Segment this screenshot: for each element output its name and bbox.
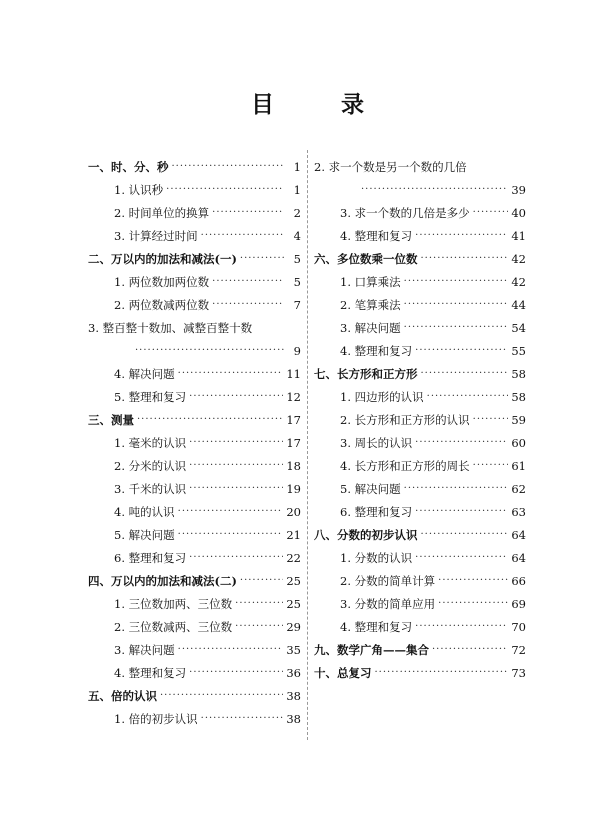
toc-entry-label: 1. 四边形的认识 — [340, 389, 424, 404]
toc-page-number: 69 — [511, 596, 526, 611]
toc-entry-label: 九、数学广角——集合 — [314, 642, 429, 657]
toc-entry-label: 3. 周长的认识 — [340, 435, 413, 450]
toc-page-number: 63 — [511, 504, 526, 519]
toc-chapter-entry — [88, 247, 301, 270]
toc-entry-label: 4. 长方形和正方形的周长 — [340, 458, 470, 473]
toc-section-entry — [314, 408, 526, 431]
toc-entry-label: 八、分数的初步认识 — [314, 527, 418, 542]
toc-page-number: 39 — [511, 182, 526, 197]
toc-leader-dots — [415, 345, 508, 356]
toc-section-entry — [314, 477, 526, 500]
toc-section-entry — [314, 454, 526, 477]
toc-page-number: 66 — [511, 573, 526, 588]
toc-page-number: 54 — [511, 320, 526, 335]
toc-entry-label: 6. 整理和复习 — [114, 550, 187, 565]
toc-chapter-entry — [314, 247, 526, 270]
toc-entry-label: 3. 解决问题 — [340, 320, 401, 335]
toc-section-entry — [88, 316, 301, 339]
toc-page-number: 25 — [286, 573, 301, 588]
toc-entry-label: 2. 三位数减两、三位数 — [114, 619, 233, 634]
toc-page-number: 1 — [293, 159, 301, 174]
toc-entry-label: 1. 毫米的认识 — [114, 435, 187, 450]
toc-entry-label: 4. 整理和复习 — [340, 619, 413, 634]
toc-page-number: 11 — [286, 366, 301, 381]
toc-section-entry — [88, 224, 301, 247]
toc-entry-label: 5. 解决问题 — [114, 527, 175, 542]
toc-entry-label: 1. 倍的初步认识 — [114, 711, 198, 726]
toc-page-number: 4 — [293, 228, 301, 243]
toc-entry-label: 4. 整理和复习 — [340, 343, 413, 358]
toc-entry-label: 3. 解决问题 — [114, 642, 175, 657]
toc-entry-label: 6. 整理和复习 — [340, 504, 413, 519]
toc-entry-label: 2. 两位数减两位数 — [114, 297, 210, 312]
toc-section-entry — [88, 500, 301, 523]
toc-page-number: 17 — [286, 435, 301, 450]
toc-entry-label: 2. 时间单位的换算 — [114, 205, 210, 220]
toc-page-number: 5 — [293, 274, 301, 289]
toc-leader-dots — [404, 483, 509, 494]
toc-section-entry — [88, 431, 301, 454]
toc-leader-dots — [160, 690, 283, 701]
column-divider — [307, 150, 308, 740]
toc-page-number: 9 — [293, 343, 301, 358]
toc-section-entry — [88, 385, 301, 408]
toc-page-number: 42 — [511, 274, 526, 289]
toc-chapter-entry — [314, 523, 526, 546]
toc-right-column — [314, 155, 526, 684]
toc-entry-label: 3. 求一个数的几倍是多少 — [340, 205, 470, 220]
toc-page-number: 25 — [286, 596, 301, 611]
toc-leader-dots — [201, 230, 284, 241]
toc-leader-dots — [178, 644, 284, 655]
toc-page-number: 72 — [511, 642, 526, 657]
toc-leader-dots — [473, 414, 509, 425]
toc-section-entry — [314, 569, 526, 592]
toc-leader-dots — [473, 460, 509, 471]
toc-entry-label: 三、测量 — [88, 412, 134, 427]
toc-section-entry — [314, 178, 526, 201]
toc-page-number: 64 — [511, 550, 526, 565]
toc-chapter-entry — [88, 684, 301, 707]
toc-entry-label: 2. 长方形和正方形的认识 — [340, 412, 470, 427]
toc-section-entry — [314, 546, 526, 569]
toc-page-number: 18 — [286, 458, 301, 473]
toc-entry-label: 1. 口算乘法 — [340, 274, 401, 289]
toc-entry-label: 1. 分数的认识 — [340, 550, 413, 565]
toc-entry-label: 2. 分米的认识 — [114, 458, 187, 473]
toc-section-entry — [88, 339, 301, 362]
toc-leader-dots — [201, 713, 284, 724]
toc-leader-dots — [240, 575, 283, 586]
toc-entry-label: 4. 整理和复习 — [340, 228, 413, 243]
toc-section-entry — [314, 293, 526, 316]
toc-section-entry — [314, 500, 526, 523]
toc-leader-dots — [189, 667, 283, 678]
toc-page-number: 41 — [511, 228, 526, 243]
toc-entry-label: 五、倍的认识 — [88, 688, 157, 703]
toc-chapter-entry — [88, 569, 301, 592]
toc-section-entry — [88, 523, 301, 546]
toc-section-entry — [314, 155, 526, 178]
toc-section-entry — [314, 592, 526, 615]
toc-section-entry — [88, 201, 301, 224]
toc-section-entry — [314, 316, 526, 339]
toc-entry-label: 3. 分数的简单应用 — [340, 596, 436, 611]
toc-leader-dots — [212, 276, 284, 287]
toc-page-number: 7 — [293, 297, 301, 312]
toc-section-entry — [314, 615, 526, 638]
toc-leader-dots — [438, 575, 508, 586]
toc-entry-label: 3. 整百整十数加、减整百整十数 — [88, 320, 253, 335]
toc-entry-label: 4. 整理和复习 — [114, 665, 187, 680]
toc-section-entry — [314, 385, 526, 408]
toc-page-number: 38 — [286, 688, 301, 703]
toc-section-entry — [314, 270, 526, 293]
toc-page-number: 40 — [511, 205, 526, 220]
toc-entry-label: 十、总复习 — [314, 665, 372, 680]
toc-page-number: 60 — [511, 435, 526, 450]
toc-leader-dots — [189, 437, 283, 448]
toc-entry-label: 3. 计算经过时间 — [114, 228, 198, 243]
toc-section-entry — [88, 592, 301, 615]
toc-page-number: 58 — [511, 389, 526, 404]
toc-chapter-entry — [88, 155, 301, 178]
toc-entry-label: 1. 三位数加两、三位数 — [114, 596, 233, 611]
toc-page-number: 36 — [286, 665, 301, 680]
page-title: 目 录 — [251, 91, 386, 118]
toc-entry-label: 2. 求一个数是另一个数的几倍 — [314, 159, 467, 174]
toc-entry-label: 4. 解决问题 — [114, 366, 175, 381]
toc-entry-label: 2. 分数的简单计算 — [340, 573, 436, 588]
toc-left-column — [88, 155, 301, 730]
toc-chapter-entry — [88, 408, 301, 431]
toc-leader-dots — [178, 368, 284, 379]
toc-entry-label: 5. 解决问题 — [340, 481, 401, 496]
toc-leader-dots — [212, 207, 284, 218]
toc-leader-dots — [240, 253, 284, 264]
toc-leader-dots — [178, 529, 284, 540]
toc-leader-dots — [432, 644, 508, 655]
toc-section-entry — [88, 546, 301, 569]
toc-section-entry — [88, 362, 301, 385]
toc-entry-label: 2. 笔算乘法 — [340, 297, 401, 312]
toc-leader-dots — [404, 276, 509, 287]
toc-leader-dots — [189, 552, 283, 563]
toc-leader-dots — [421, 253, 509, 264]
toc-section-entry — [88, 638, 301, 661]
toc-page-number: 62 — [511, 481, 526, 496]
toc-section-entry — [88, 615, 301, 638]
toc-leader-dots — [137, 414, 283, 425]
toc-entry-label: 3. 千米的认识 — [114, 481, 187, 496]
toc-page-number: 42 — [511, 251, 526, 266]
toc-entry-label: 5. 整理和复习 — [114, 389, 187, 404]
toc-page-number: 64 — [511, 527, 526, 542]
toc-leader-dots — [421, 529, 509, 540]
toc-leader-dots — [375, 667, 509, 678]
toc-leader-dots — [473, 207, 509, 218]
toc-page-number: 19 — [286, 481, 301, 496]
toc-leader-dots — [189, 391, 283, 402]
toc-leader-dots — [415, 437, 508, 448]
toc-leader-dots — [166, 184, 284, 195]
toc-page-number: 70 — [511, 619, 526, 634]
toc-section-entry — [88, 477, 301, 500]
toc-chapter-entry — [314, 661, 526, 684]
toc-leader-dots — [235, 598, 283, 609]
toc-leader-dots — [189, 460, 283, 471]
toc-section-entry — [88, 178, 301, 201]
toc-page-number: 55 — [511, 343, 526, 358]
toc-entry-label: 一、时、分、秒 — [88, 159, 169, 174]
toc-page-number: 44 — [511, 297, 526, 312]
toc-leader-dots — [415, 230, 508, 241]
toc-leader-dots — [135, 345, 284, 356]
toc-entry-label: 4. 吨的认识 — [114, 504, 175, 519]
toc-page-number: 17 — [286, 412, 301, 427]
toc-section-entry — [314, 431, 526, 454]
toc-page-number: 59 — [511, 412, 526, 427]
toc-leader-dots — [421, 368, 509, 379]
toc-entry-label: 六、多位数乘一位数 — [314, 251, 418, 266]
toc-leader-dots — [404, 322, 509, 333]
toc-page-number: 29 — [286, 619, 301, 634]
toc-leader-dots — [178, 506, 284, 517]
toc-page-number: 61 — [511, 458, 526, 473]
toc-page-number: 58 — [511, 366, 526, 381]
toc-entry-label: 七、长方形和正方形 — [314, 366, 418, 381]
toc-section-entry — [314, 224, 526, 247]
toc-section-entry — [88, 661, 301, 684]
toc-entry-label: 1. 认识秒 — [114, 182, 164, 197]
toc-leader-dots — [172, 161, 285, 172]
toc-entry-label: 四、万以内的加法和减法(二) — [88, 573, 237, 588]
toc-section-entry — [314, 201, 526, 224]
toc-section-entry — [88, 293, 301, 316]
toc-chapter-entry — [314, 362, 526, 385]
toc-page-number: 22 — [286, 550, 301, 565]
toc-entry-label: 1. 两位数加两位数 — [114, 274, 210, 289]
toc-leader-dots — [189, 483, 283, 494]
toc-page-number: 5 — [293, 251, 301, 266]
toc-leader-dots — [361, 184, 508, 195]
toc-section-entry — [88, 454, 301, 477]
toc-page-number: 73 — [511, 665, 526, 680]
toc-page-number: 1 — [293, 182, 301, 197]
toc-leader-dots — [438, 598, 508, 609]
toc-leader-dots — [404, 299, 509, 310]
toc-leader-dots — [415, 506, 508, 517]
toc-leader-dots — [235, 621, 283, 632]
toc-page-number: 2 — [293, 205, 301, 220]
toc-leader-dots — [415, 552, 508, 563]
toc-page-number: 12 — [286, 389, 301, 404]
toc-chapter-entry — [314, 638, 526, 661]
toc-section-entry — [88, 707, 301, 730]
toc-leader-dots — [212, 299, 284, 310]
toc-section-entry — [314, 339, 526, 362]
toc-leader-dots — [415, 621, 508, 632]
toc-page-number: 21 — [286, 527, 301, 542]
toc-page-number: 20 — [286, 504, 301, 519]
toc-page-number: 38 — [286, 711, 301, 726]
toc-page-number: 35 — [286, 642, 301, 657]
toc-section-entry — [88, 270, 301, 293]
toc-leader-dots — [427, 391, 509, 402]
toc-entry-label: 二、万以内的加法和减法(一) — [88, 251, 237, 266]
